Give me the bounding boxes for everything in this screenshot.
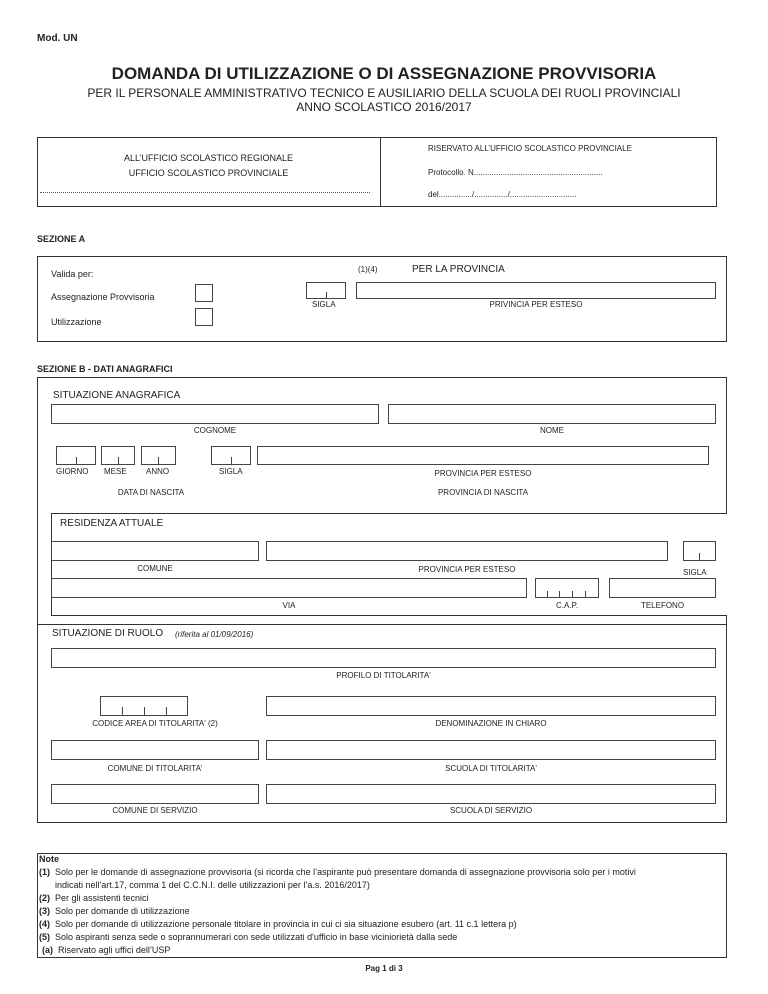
codice-tick-2 <box>144 707 145 716</box>
comune-titolarita-input[interactable] <box>51 740 259 760</box>
birth-province-input[interactable] <box>257 446 709 465</box>
cognome-label: COGNOME <box>193 426 237 435</box>
school-year: ANNO SCOLASTICO 2016/2017 <box>296 100 472 114</box>
page-title: DOMANDA DI UTILIZZAZIONE O DI ASSEGNAZIONE PROVVISORIA <box>111 64 657 83</box>
comune-titolarita-label: COMUNE DI TITOLARITA' <box>107 764 203 773</box>
office-address-line[interactable] <box>40 192 370 193</box>
comune-servizio-label: COMUNE DI SERVIZIO <box>112 806 198 815</box>
scuola-servizio-label: SCUOLA DI SERVIZIO <box>449 806 533 815</box>
note-1-text: Solo per le domande di assegnazione provvisoria (si ricorda che l’aspirante può presentare domanda di assegnazione provvisoria solo per i motivi <box>55 867 636 877</box>
office-regional: ALL’UFFICIO SCOLASTICO REGIONALE <box>123 153 294 163</box>
reserved-label: RISERVATO ALL’UFFICIO SCOLASTICO PROVINCIALE <box>428 144 632 153</box>
profilo-label: PROFILO DI TITOLARITA' <box>336 671 431 680</box>
valid-for-label: Valida per: <box>51 269 94 279</box>
res-province-input[interactable] <box>266 541 668 561</box>
cap-tick-3 <box>572 591 573 598</box>
scuola-titolarita-input[interactable] <box>266 740 716 760</box>
sigla-divider <box>326 292 327 299</box>
telefono-input[interactable] <box>609 578 716 598</box>
comune-servizio-input[interactable] <box>51 784 259 804</box>
note-1-key: (1) <box>39 867 50 877</box>
date-field[interactable]: del.............../.............../.............................. <box>428 190 577 199</box>
birth-province-label: PROVINCIA PER ESTESO <box>434 469 532 478</box>
year-label: ANNO <box>146 467 170 476</box>
note-a-key: (a) <box>42 945 53 955</box>
assegnazione-checkbox[interactable] <box>195 284 213 302</box>
cap-tick-1 <box>547 591 548 598</box>
cap-input[interactable] <box>535 578 599 598</box>
sigla-label: SIGLA <box>312 300 336 309</box>
via-input[interactable] <box>51 578 527 598</box>
ruolo-note: (riferita al 01/09/2016) <box>175 630 254 639</box>
res-sigla-label: SIGLA <box>683 568 707 577</box>
province-full-input[interactable] <box>356 282 716 299</box>
note-ref: (1)(4) <box>358 265 378 274</box>
cap-label: C.A.P. <box>555 601 579 610</box>
cap-tick-2 <box>559 591 560 598</box>
birth-date-label: DATA DI NASCITA <box>117 488 185 497</box>
note-5-text: Solo aspiranti senza sede o soprannumerari con sede utilizzati d'ufficio in base viciniorietà dalla sede <box>55 932 458 942</box>
scuola-servizio-input[interactable] <box>266 784 716 804</box>
profilo-input[interactable] <box>51 648 716 668</box>
note-a-text: Riservato agli uffici dell’USP <box>58 945 171 955</box>
note-4-key: (4) <box>39 919 50 929</box>
notes-title: Note <box>39 854 59 864</box>
res-province-label: PROVINCIA PER ESTESO <box>418 565 516 574</box>
denominazione-label: DENOMINAZIONE IN CHIARO <box>435 719 547 728</box>
note-3-key: (3) <box>39 906 50 916</box>
note-2-key: (2) <box>39 893 50 903</box>
page-subtitle: PER IL PERSONALE AMMINISTRATIVO TECNICO E AUSILIARIO DELLA SCUOLA DEI RUOLI PROVINCIALI <box>87 86 681 100</box>
scuola-titolarita-label: SCUOLA DI TITOLARITA' <box>445 764 537 773</box>
codice-area-label: CODICE AREA DI TITOLARITA' (2) <box>92 719 218 728</box>
comune-label: COMUNE <box>137 564 173 573</box>
day-label: GIORNO <box>56 467 89 476</box>
note-3-text: Solo per domande di utilizzazione <box>55 906 190 916</box>
year-divider <box>158 457 159 465</box>
birth-sigla-label: SIGLA <box>219 467 243 476</box>
form-code: Mod. UN <box>37 33 78 44</box>
nome-label: NOME <box>540 426 564 435</box>
note-1-cont: indicati nell'art.17, comma 1 del C.C.N.I. delle utilizzazioni per l’a.s. 2016/2017) <box>55 880 370 890</box>
protocol-field[interactable]: Protocollo. N.......................................................... <box>428 168 603 177</box>
birth-province-title: PROVINCIA DI NASCITA <box>437 488 529 497</box>
month-label: MESE <box>104 467 127 476</box>
month-divider <box>118 457 119 465</box>
page-number: Pag 1 di 3 <box>365 964 403 973</box>
cognome-input[interactable] <box>51 404 379 424</box>
denominazione-input[interactable] <box>266 696 716 716</box>
office-provincial: UFFICIO SCOLASTICO PROVINCIALE <box>128 168 289 178</box>
utilizzazione-checkbox[interactable] <box>195 308 213 326</box>
situazione-anagrafica: SITUAZIONE ANAGRAFICA <box>53 390 181 401</box>
ruolo-title: SITUAZIONE DI RUOLO <box>52 628 164 639</box>
codice-tick-1 <box>122 707 123 716</box>
section-a-title: SEZIONE A <box>37 234 86 244</box>
codice-tick-3 <box>166 707 167 716</box>
residenza-title: RESIDENZA ATTUALE <box>60 518 164 529</box>
note-2-text: Per gli assistenti tecnici <box>55 893 149 903</box>
assegnazione-label: Assegnazione Provvisoria <box>51 292 155 302</box>
via-label: VIA <box>282 601 296 610</box>
section-b-title: SEZIONE B - DATI ANAGRAFICI <box>37 364 173 374</box>
birth-sigla-divider <box>231 457 232 465</box>
telefono-label: TELEFONO <box>640 601 685 610</box>
cap-tick-4 <box>585 591 586 598</box>
note-5-key: (5) <box>39 932 50 942</box>
province-full-label: PRIVINCIA PER ESTESO <box>489 300 583 309</box>
day-divider <box>76 457 77 465</box>
office-divider <box>380 137 381 207</box>
nome-input[interactable] <box>388 404 716 424</box>
note-4-text: Solo per domande di utilizzazione personale titolare in provincia in cui ci sia situazione esubero (art. 11 c.1 lettera p) <box>55 919 517 929</box>
comune-input[interactable] <box>51 541 259 561</box>
utilizzazione-label: Utilizzazione <box>51 317 102 327</box>
res-sigla-divider <box>699 553 700 561</box>
province-label: PER LA PROVINCIA <box>412 264 505 275</box>
